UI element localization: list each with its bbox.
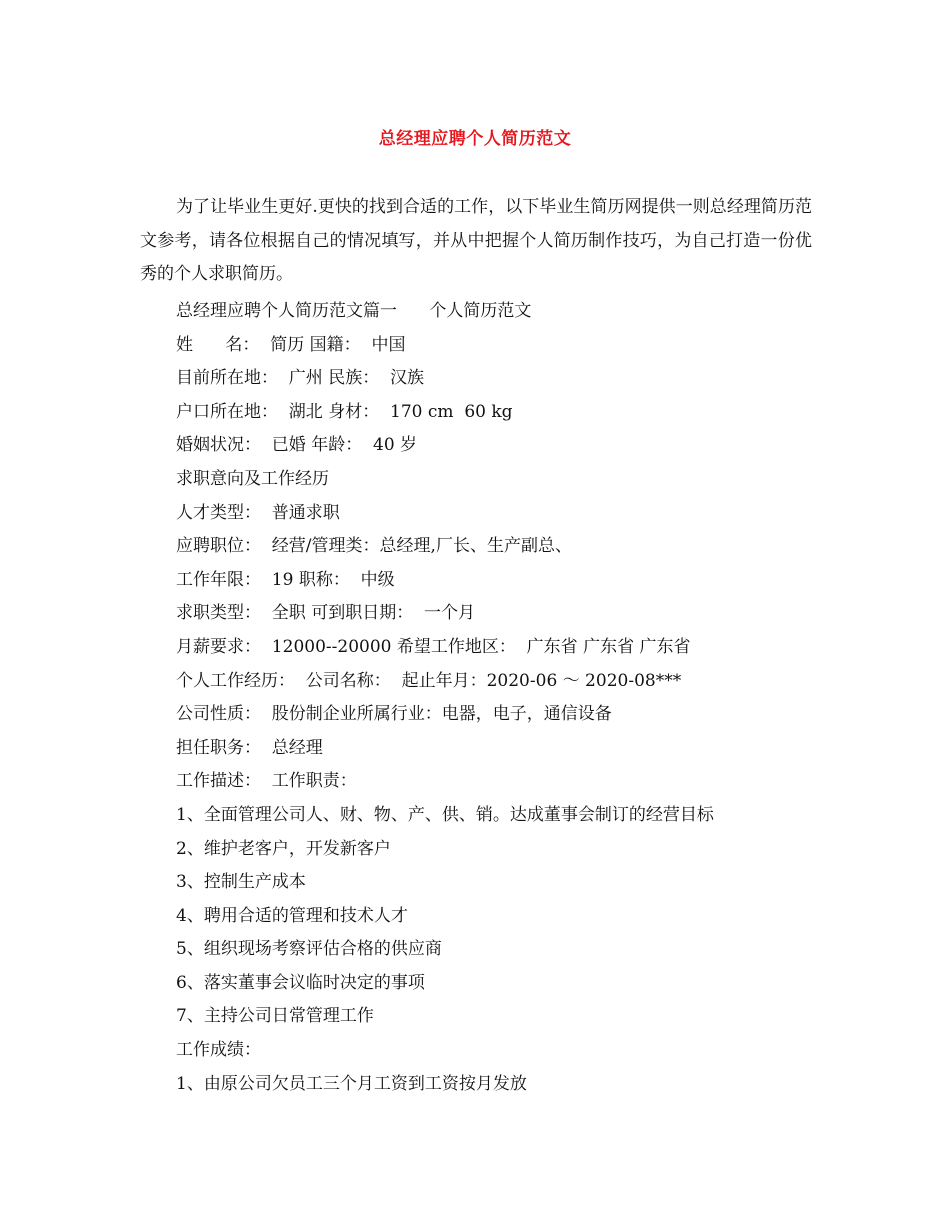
list-item: 2、维护老客户，开发新客户 <box>176 838 391 859</box>
field-years-title: 工作年限： 19 职称： 中级 <box>176 569 395 590</box>
document-title: 总经理应聘个人简历范文 <box>378 129 572 149</box>
list-item: 1、全面管理公司人、财、物、产、供、销。达成董事会制订的经营目标 <box>176 804 714 825</box>
list-item: 7、主持公司日常管理工作 <box>176 1006 374 1027</box>
resume-lines <box>176 295 816 1101</box>
section-achievements: 工作成绩： <box>176 1040 261 1061</box>
field-work-description: 工作描述： 工作职责： <box>176 771 357 792</box>
section-job-intent: 求职意向及工作经历 <box>176 468 329 489</box>
list-item: 4、聘用合适的管理和技术人才 <box>176 905 408 926</box>
field-location-ethnicity: 目前所在地： 广州 民族： 汉族 <box>176 368 425 389</box>
field-role: 担任职务： 总经理 <box>176 737 323 758</box>
list-item: 3、控制生产成本 <box>176 872 306 893</box>
list-item: 5、组织现场考察评估合格的供应商 <box>176 939 442 960</box>
section-heading: 总经理应聘个人简历范文篇一 个人简历范文 <box>176 301 532 321</box>
field-hukou-build: 户口所在地： 湖北 身材： 170 cm 60 kg <box>176 401 513 422</box>
field-salary-region: 月薪要求： 12000--20000 希望工作地区： 广东省 广东省 广东省 <box>176 636 691 657</box>
field-position: 应聘职位： 经营/管理类：总经理,厂长、生产副总、 <box>176 536 572 557</box>
field-name-nationality: 姓 名： 简历 国籍： 中国 <box>176 334 406 355</box>
field-talent-type: 人才类型： 普通求职 <box>176 502 340 523</box>
list-item: 1、由原公司欠员工三个月工资到工资按月发放 <box>176 1073 527 1094</box>
field-marital-age: 婚姻状况： 已婚 年龄： 40 岁 <box>176 435 418 456</box>
intro-paragraph: 为了让毕业生更好.更快的找到合适的工作，以下毕业生简历网提供一则总经理简历范文参考，请各位根据自己的情况填写，并从中把握个人简历制作技巧，为自己打造一份优秀的个人求职简历。 <box>140 197 812 284</box>
field-company-nature: 公司性质： 股份制企业所属行业：电器，电子，通信设备 <box>176 704 612 725</box>
list-item: 6、落实董事会议临时决定的事项 <box>176 972 425 993</box>
field-work-history: 个人工作经历： 公司名称： 起止年月：2020-06 ～ 2020-08*** <box>176 670 682 691</box>
field-job-type: 求职类型： 全职 可到职日期： 一个月 <box>176 603 476 624</box>
